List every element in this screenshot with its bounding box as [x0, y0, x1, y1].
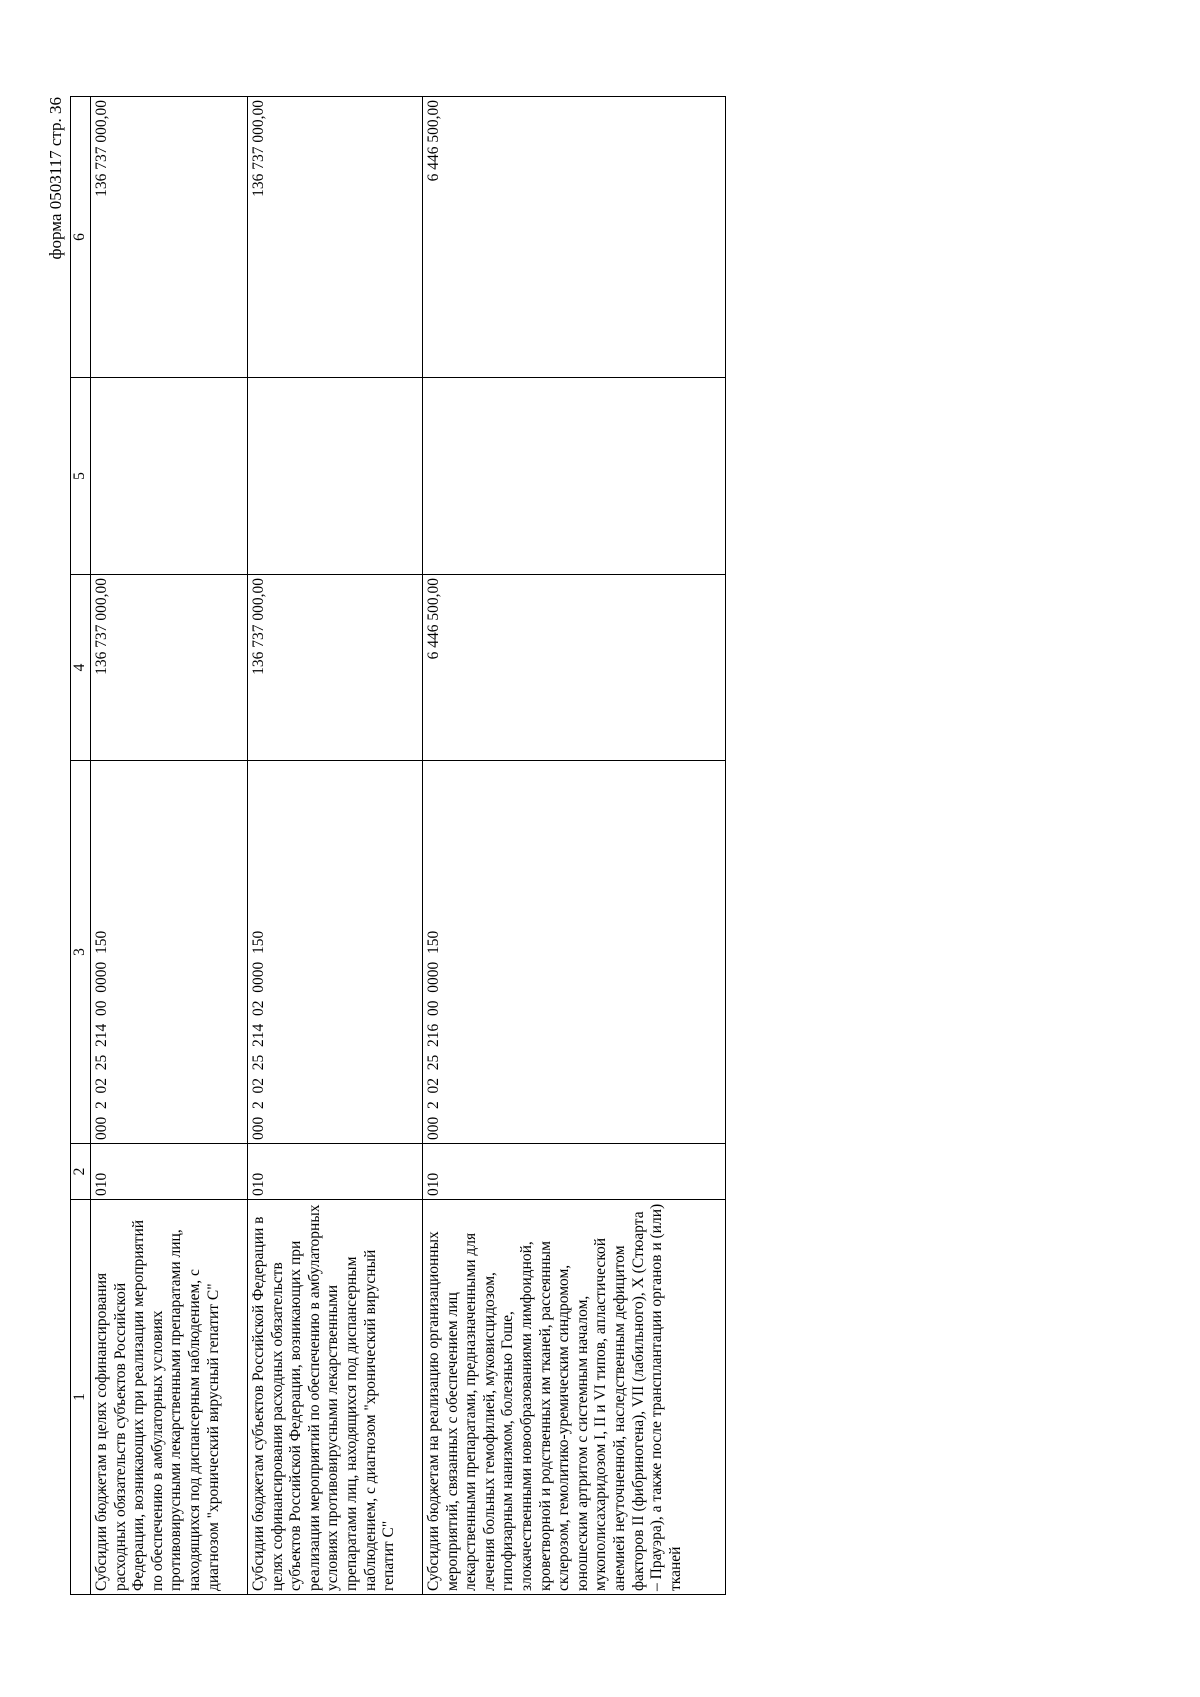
executed-amount-cell: 6 446 500,00	[423, 97, 726, 378]
approved-amount-cell: 6 446 500,00	[423, 575, 726, 761]
line-code-cell: 010	[423, 1144, 726, 1200]
executed-amount-cell: 136 737 000,00	[91, 97, 248, 378]
row-name-cell: Субсидии бюджетам в целях софинансирования расходных обязательств субъектов Российской Федерации, возникающих при реализации мероприятий по обеспечению в амбулаторных условиях противовирусными лекарственными препаратами лиц, находящихся под диспансерным наблюдением, с диагнозом "хронический вирусный гепатит С"	[91, 1200, 248, 1595]
column-header-3: 3	[71, 761, 91, 1144]
column-header-5: 5	[71, 378, 91, 575]
executed-amount-cell: 136 737 000,00	[248, 97, 423, 378]
column-header-4: 4	[71, 575, 91, 761]
column-number-row	[71, 97, 91, 1595]
budget-code-cell: 000 2 02 25 216 00 0000 150	[423, 761, 726, 1144]
row-name-cell: Субсидии бюджетам на реализацию организационных мероприятий, связанных с обеспечением лиц лекарственными препаратами, предназначенными для лечения больных гемофилией, муковисцидозом, гипофизарным нанизмом, болезнью Гоше, злокачественными новообразованиями лимфоидной, кроветворной и родственных им тканей, рассеянным склерозом, гемолитико-уремическим синдромом, юношеским артритом с системным началом, мукополисахаридозом I, II и VI типов, апластической анемией неуточненной, наследственным дефицитом факторов II (фибриногена), VII (лабильного), X (Стюарта – Прауэра), а также после трансплантации органов и (или) тканей	[423, 1200, 726, 1595]
column-header-2: 2	[71, 1144, 91, 1200]
line-code-cell: 010	[91, 1144, 248, 1200]
col5-cell	[248, 378, 423, 575]
column-header-6: 6	[71, 97, 91, 378]
col5-cell	[423, 378, 726, 575]
table-row	[423, 97, 726, 1595]
column-header-1: 1	[71, 1200, 91, 1595]
approved-amount-cell: 136 737 000,00	[248, 575, 423, 761]
budget-code-cell: 000 2 02 25 214 00 0000 150	[91, 761, 248, 1144]
budget-code-cell: 000 2 02 25 214 02 0000 150	[248, 761, 423, 1144]
row-name-cell: Субсидии бюджетам субъектов Российской Федерации в целях софинансирования расходных обязательств субъектов Российской Федерации, возникающих при реализации мероприятий по обеспечению в амбулаторных условиях противовирусными лекарственными препаратами лиц, находящихся под диспансерным наблюдением, с диагнозом "хронический вирусный гепатит С"	[248, 1200, 423, 1595]
report-table	[70, 96, 726, 1595]
table-row	[248, 97, 423, 1595]
line-code-cell: 010	[248, 1144, 423, 1200]
table-row	[91, 97, 248, 1595]
form-reference: форма 0503117 стр. 36	[46, 97, 65, 260]
approved-amount-cell: 136 737 000,00	[91, 575, 248, 761]
col5-cell	[91, 378, 248, 575]
